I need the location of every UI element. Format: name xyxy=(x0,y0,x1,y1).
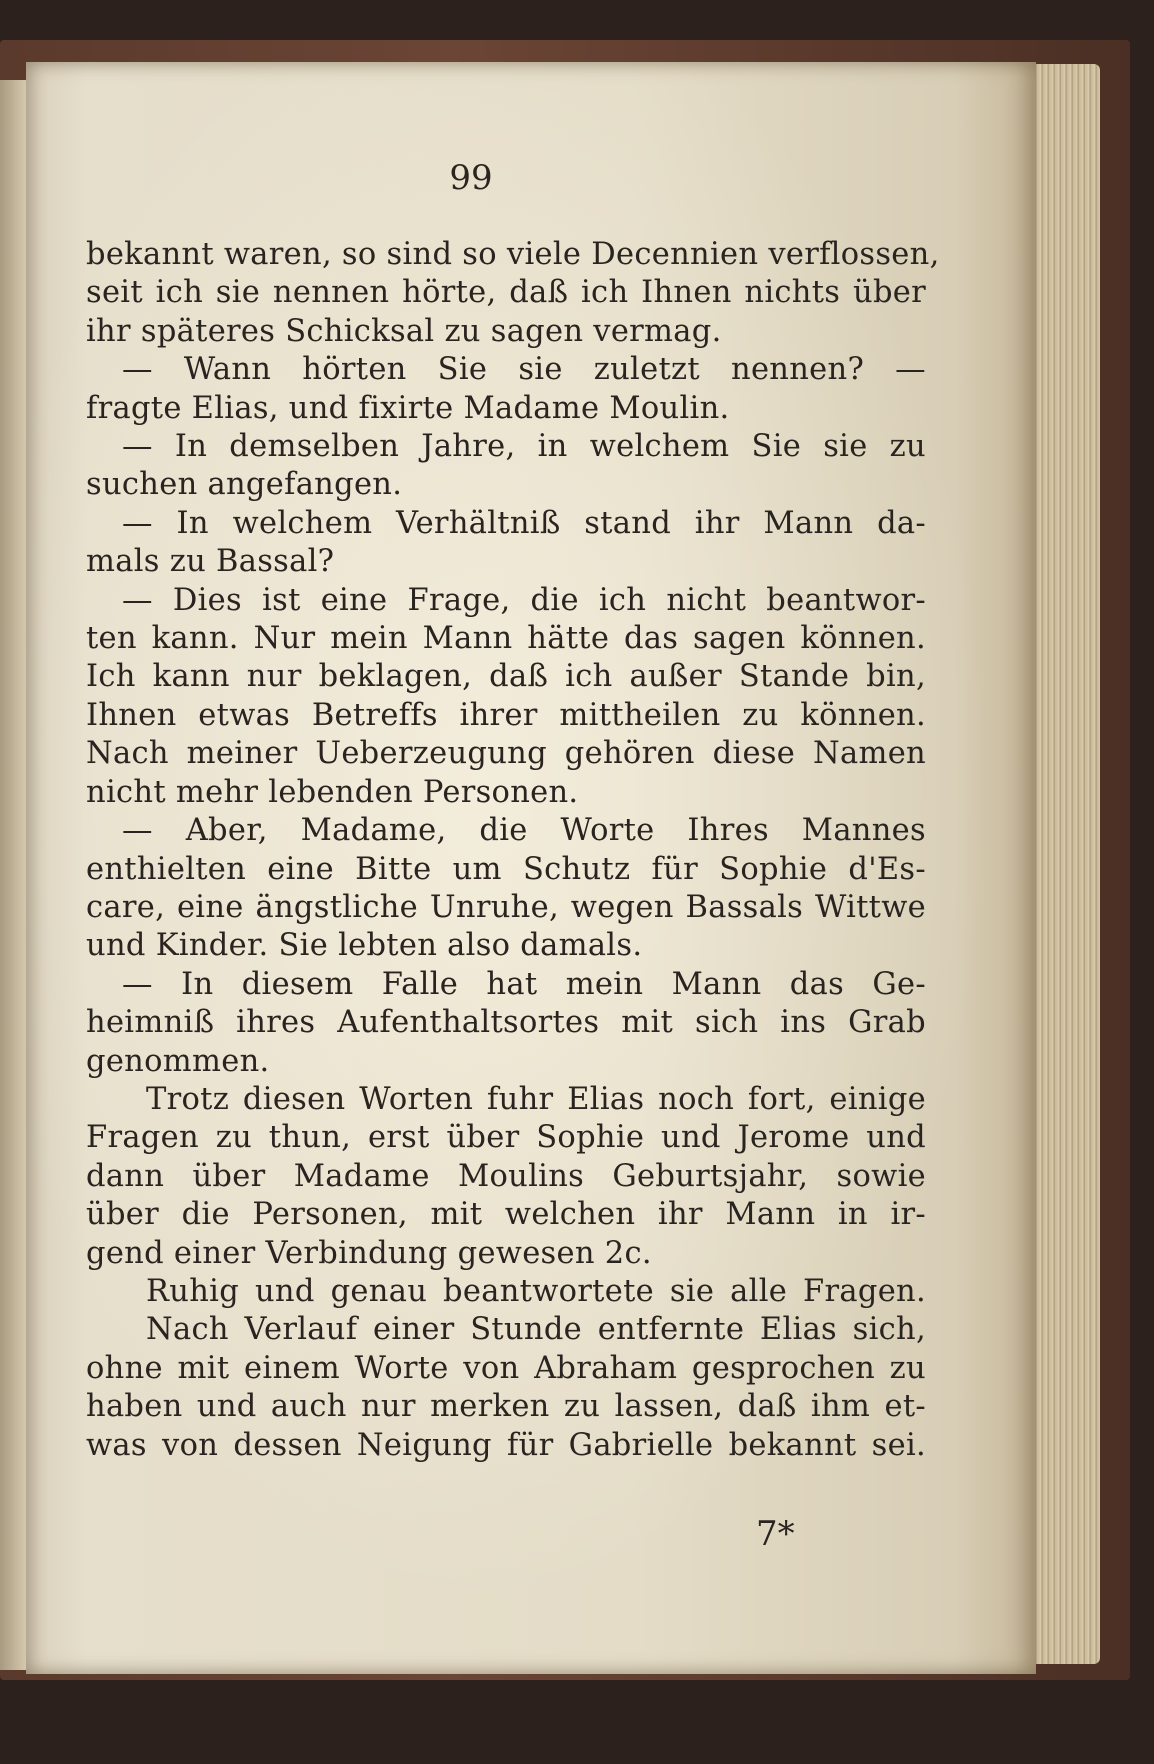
text-line: genommen. xyxy=(86,1043,270,1079)
text-line: — Dies ist eine Frage, die ich nicht beantwor- xyxy=(122,582,926,618)
text-line: was von dessen Neigung für Gabrielle bekannt sei. xyxy=(86,1427,926,1463)
left-page-edge xyxy=(0,80,26,1670)
text-line: ihr späteres Schicksal zu sagen vermag. xyxy=(86,313,722,349)
text-line: Ihnen etwas Betreffs ihrer mittheilen zu können. xyxy=(86,697,926,733)
text-line: haben und auch nur merken zu lassen, daß ihm et- xyxy=(86,1389,926,1425)
text-line: Ruhig und genau beantwortete sie alle Fragen. xyxy=(146,1273,926,1309)
text-line: nicht mehr lebenden Personen. xyxy=(86,774,579,810)
text-line: care, eine ängstliche Unruhe, wegen Bassals Wittwe xyxy=(86,889,926,925)
text-line: Fragen zu thun, erst über Sophie und Jerome und xyxy=(86,1120,926,1156)
text-line: über die Personen, mit welchen ihr Mann in ir- xyxy=(86,1197,926,1233)
text-line: suchen angefangen. xyxy=(86,467,403,503)
text-line: — Wann hörten Sie sie zuletzt nennen? — xyxy=(122,352,926,388)
page-paper xyxy=(26,62,1036,1674)
text-line: enthielten eine Bitte um Schutz für Sophie d'Es- xyxy=(86,851,926,887)
text-line: Nach Verlauf einer Stunde entfernte Elias sich, xyxy=(146,1312,926,1348)
text-line: ohne mit einem Worte von Abraham gesprochen zu xyxy=(86,1350,926,1386)
text-line: fragte Elias, und fixirte Madame Moulin. xyxy=(86,390,730,426)
text-line: heimniß ihres Aufenthaltsortes mit sich ins Grab xyxy=(86,1005,926,1041)
text-line: dann über Madame Moulins Geburtsjahr, sowie xyxy=(86,1158,926,1194)
text-line: — In welchem Verhältniß stand ihr Mann da- xyxy=(122,505,926,541)
text-line: gend einer Verbindung gewesen 2c. xyxy=(86,1235,652,1271)
text-line: bekannt waren, so sind so viele Decennien verflossen, xyxy=(86,237,940,272)
signature-mark: 7* xyxy=(756,1514,795,1554)
text-line: — In demselben Jahre, in welchem Sie sie zu xyxy=(122,429,926,465)
text-line: seit ich sie nennen hörte, daß ich Ihnen nichts über xyxy=(86,275,926,311)
text-line: — In diesem Falle hat mein Mann das Ge- xyxy=(122,966,926,1002)
body-text xyxy=(86,236,940,1465)
text-line: Nach meiner Ueberzeugung gehören diese Namen xyxy=(86,736,926,772)
text-line: mals zu Bassal? xyxy=(86,544,335,580)
text-line: Ich kann nur beklagen, daß ich außer Stande bin, xyxy=(86,659,926,695)
text-line: — Aber, Madame, die Worte Ihres Mannes xyxy=(122,813,926,849)
page-number: 99 xyxy=(449,158,493,198)
text-line: ten kann. Nur mein Mann hätte das sagen können. xyxy=(86,621,926,657)
text-line: und Kinder. Sie lebten also damals. xyxy=(86,928,643,964)
text-line: Trotz diesen Worten fuhr Elias noch fort, einige xyxy=(146,1081,926,1117)
